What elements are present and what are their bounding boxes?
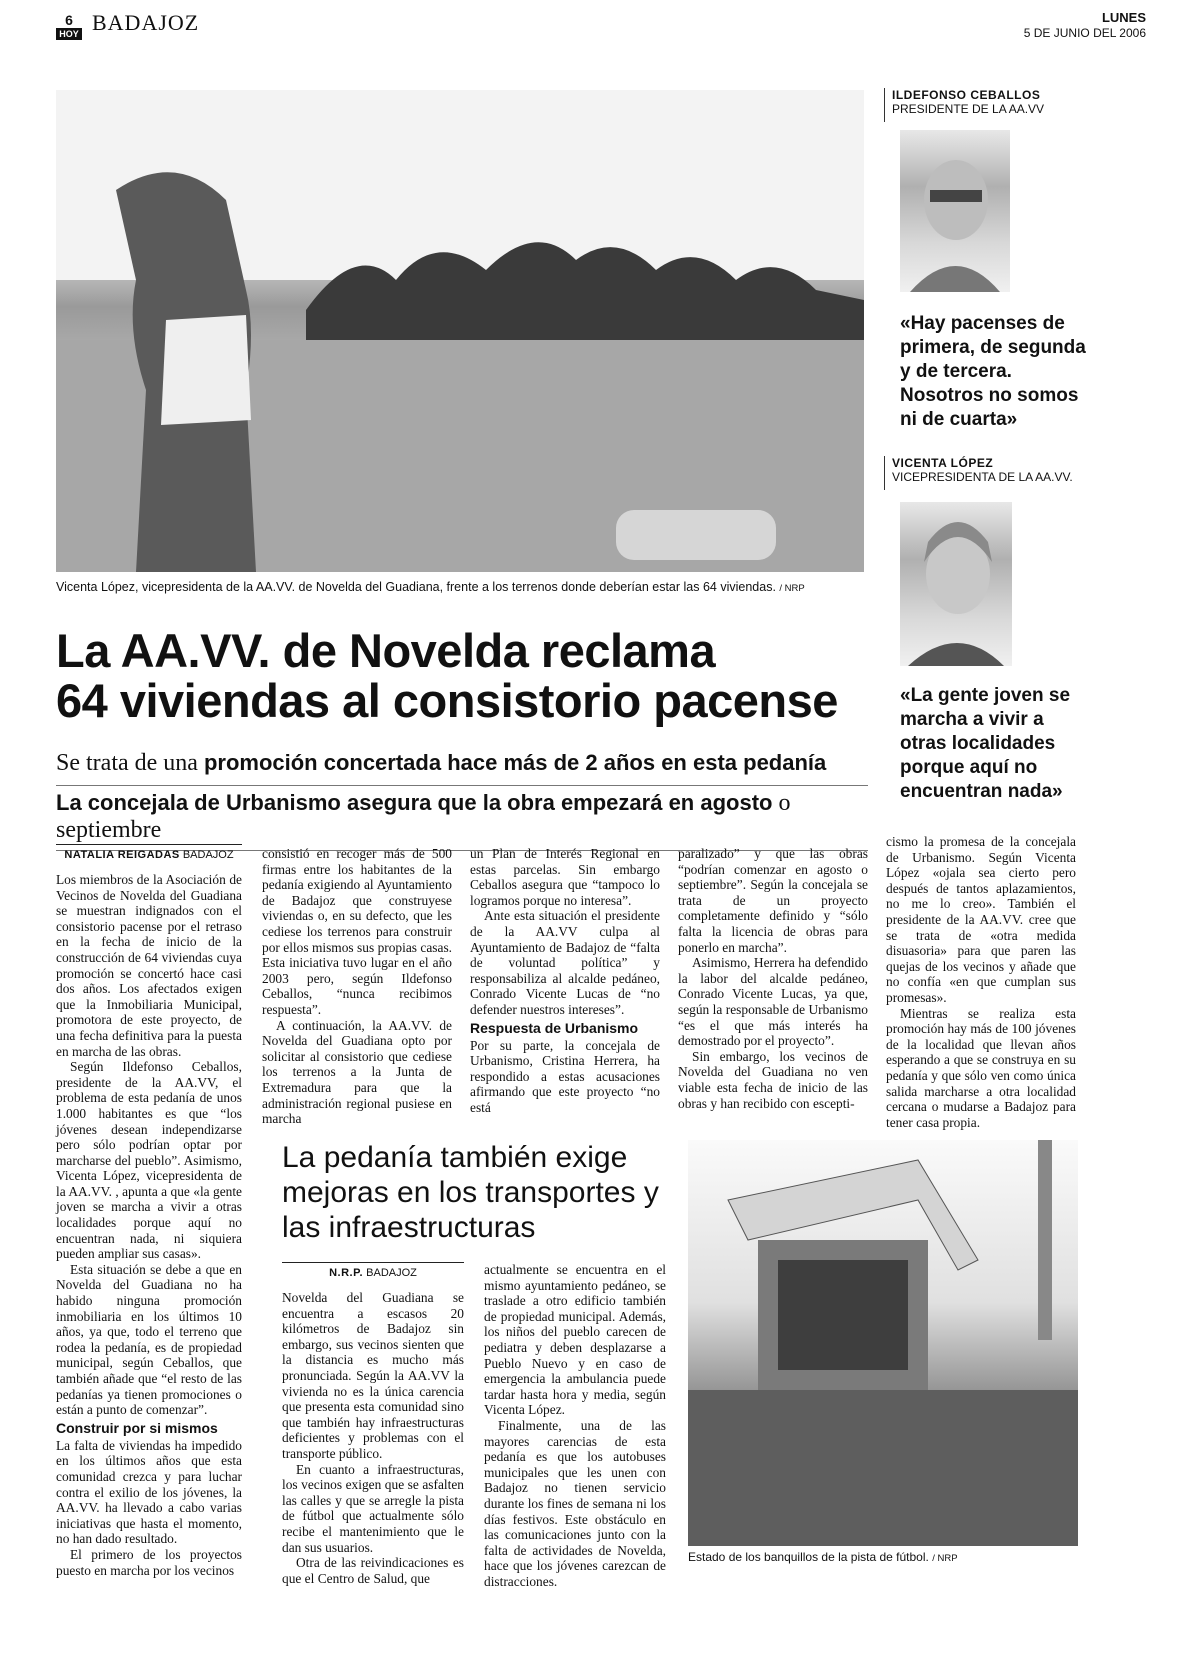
main-photo-caption-text: Vicenta López, vicepresidenta de la AA.VV. de Novelda del Guadiana, frente a los terrenos donde deberían estar las 64 viviendas. (56, 580, 776, 594)
col2-paragraph: A continuación, la AA.VV. de Novelda del Guadiana opto por solicitar al consistorio que cediese los terrenos a la Junta de Extremadura para que la administración regional pusiese en marcha (262, 1017, 452, 1127)
col1-paragraph: Esta situación se debe a que en Novelda del Guadiana no ha habido ninguna promoción inmobiliaria en los últimos 10 años, ya que, todo el terreno que rodea la pedanía, es de propiedad municipal, según Ceballos, que también añade que “el resto de las pedanías ya tienen promociones o están a punto de comenzar”. (56, 1261, 242, 1418)
secondary-column-2 (484, 1262, 666, 1589)
person-1-role: PRESIDENTE DE LA AA.VV (892, 102, 1045, 116)
secondary-col2-paragraph: actualmente se encuentra en el mismo ayuntamiento pedáneo, se traslade a otro edificio también de propiedad municipal. Además, los niños del pueblo carecen de pediatra y deben desplazarse a Pueblo Nuevo y en caso de emergencia la ambulancia puede tardar hasta hora y media, según Vicenta López. (484, 1262, 666, 1418)
secondary-headline: La pedanía también exige mejoras en los transportes y las infraestructuras (282, 1141, 659, 1244)
article-column-3 (470, 846, 660, 1116)
header-day: LUNES (1101, 10, 1146, 25)
headline-line-1: La AA.VV. de Novelda reclama (56, 624, 716, 677)
secondary-col1-paragraph: Novelda del Guadiana se encuentra a escasos 20 kilómetros de Badajoz sin embargo, sus vecinos sienten que la distancia es mucho más pronunciada. Según la AA.VV la vivienda no es la única carencia que presenta esta comunidad sino que también hay infraestructuras deficientes y problemas con el transporte público. (282, 1290, 464, 1461)
section-title: BADAJOZ (92, 10, 200, 35)
main-photo-credit: / NRP (779, 583, 805, 594)
col1-paragraph: La falta de viviendas ha impedido en los últimos años que esta comunidad crezca y para luchar contra el exilio de los jóvenes, la AA.VV. ha llevado a cabo varias iniciativas que hasta el momento, no han dado resultado. (56, 1437, 242, 1547)
subtitle-2-bold: La concejala de Urbanismo asegura que la obra empezará en agosto (56, 790, 773, 815)
sidebar-rule-2 (884, 456, 885, 490)
person-2-name: VICENTA LÓPEZ (892, 456, 994, 470)
secondary-photo-credit: / NRP (932, 1553, 958, 1564)
article-column-4 (678, 846, 868, 1111)
subtitle-2-plain: o septiembre (56, 790, 791, 843)
col5-paragraph: cismo la promesa de la concejala de Urbanismo. Según Vicenta López «ojala sea cierto pero después de tantos aplazamientos, no me lo creo». También el presidente de la AA.VV. cree que se trata de «otra medida disuasoria» para que paren las quejas de los vecinos y añade que no confía «en que cumplan sus promesas». (886, 834, 1076, 1005)
article-column-5 (886, 834, 1076, 1130)
secondary-photo (688, 1140, 1078, 1546)
col1-paragraph: El primero de los proyectos puesto en marcha por los vecinos (56, 1546, 242, 1578)
secondary-col2-paragraph: Finalmente, una de las mayores carencias de esta pedanía es que los autobuses municipales que les unen con Badajoz no tienen servicio durante los fines de semana ni los días festivos. Este obstáculo en las comunicaciones junto con la falta de actividades de Novelda, hace que los jóvenes carezcan de distracciones. (484, 1417, 666, 1589)
dugout-illustration (688, 1140, 1078, 1546)
col1-paragraph: Los miembros de la Asociación de Vecinos de Novelda del Guadiana se muestran indignados con el consistorio pacense por el retraso en la fecha de inicio de la construcción de 64 viviendas cuya promoción se concertó hace casi dos años. Los afectados exigen que la Inmobiliaria Municipal, promotora de este proyecto, de una fecha definitiva para la puesta en marcha de las obras. (56, 872, 242, 1059)
portrait-vicenta-lopez (900, 502, 1012, 666)
subtitle-1-bold: promoción concertada hace más de 2 años en esta pedanía (203, 750, 827, 775)
portrait-2-illustration (900, 502, 1012, 666)
article-column-1 (56, 872, 242, 1578)
secondary-byline (282, 1262, 464, 1279)
subtitle-1 (56, 750, 868, 786)
main-photo (56, 90, 864, 572)
secondary-photo-caption-text: Estado de los banquillos de la pista de fútbol. (688, 1550, 929, 1564)
person-2-role: VICEPRESIDENTA DE LA AA.VV. (892, 470, 1073, 484)
secondary-byline-place: BADAJOZ (366, 1267, 417, 1279)
article-byline (56, 844, 242, 861)
quote-2: «La gente joven se marcha a vivir a otras localidades porque aquí no encuentran nada» (900, 685, 1071, 802)
sidebar-rule-1 (884, 88, 885, 122)
secondary-col1-paragraph: En cuanto a infraestructuras, los vecinos exigen que se asfalten las calles y que se arregle la pista de fútbol que actualmente sólo recibe el mantenimiento que le dan sus usuarios. (282, 1461, 464, 1555)
sidebar-person-1 (892, 88, 1142, 116)
secondary-column-1 (282, 1290, 464, 1586)
header-date: 5 DE JUNIO DEL 2006 (1023, 26, 1146, 40)
quote-1: «Hay pacenses de primera, de segunda y de tercera. Nosotros no somos ni de cuarta» (900, 313, 1086, 430)
person-1-name: ILDEFONSO CEBALLOS (892, 88, 1041, 102)
col1-subheading: Construir por si mismos (56, 1419, 218, 1436)
article-byline-place: BADAJOZ (182, 849, 234, 861)
article-column-2 (262, 846, 452, 1127)
col4-paragraph: Asimismo, Herrera ha defendido la labor del alcalde pedáneo, Conrado Vicente Lucas, ya que, según la responsable de Urbanismo “es el que más interés ha demostrado por el proyecto”. (678, 955, 868, 1049)
secondary-col1-paragraph: Otra de las reivindicaciones es que el Centro de Salud, que (282, 1555, 464, 1586)
subtitle-1-plain: Se trata de una (56, 750, 204, 776)
paper-mark: HOY (56, 28, 82, 40)
col5-paragraph: Mientras se realiza esta promoción hay más de 100 jóvenes de la localidad que llevan años esperando a que se construya en su pedanía y que sólo ven como única salida marcharse a otra localidad cercana o mudarse a Badajoz para tener casa propia. (886, 1005, 1076, 1130)
article-byline-name: NATALIA REIGADAS (64, 849, 180, 861)
col2-paragraph: consistió en recoger más de 500 firmas entre los habitantes de la pedanía exigiendo al Ayuntamiento de Badajoz que construyese viviendas o, en su defecto, que les cediese los terrenos para construir por ellos mismos sus propias casas. Esta iniciativa tuvo lugar en el año 2003 pero, según Ildefonso Ceballos, “nunca recibimos respuesta”. (262, 846, 452, 1017)
col3-paragraph: Ante esta situación el presidente de la AA.VV culpa al Ayuntamiento de Badajoz de “falta de voluntad política” y responsabiliza al alcalde pedáneo, Conrado Vicente Lucas de “no defender nuestros intereses”. (470, 908, 660, 1017)
col3-paragraph: Por su parte, la concejala de Urbanismo, Cristina Herrera, ha respondido a estas acusaciones afirmando que este proyecto “no está (470, 1037, 660, 1115)
col3-subheading: Respuesta de Urbanismo (470, 1019, 639, 1036)
col1-paragraph: Según Ildefonso Ceballos, presidente de la AA.VV, el problema de esta pedanía de unos 1.000 habitantes es que “los jóvenes desean independizarse pero sólo podrían optar por marcharse del pueblo”. Asimismo, Vicenta López, vicepresidenta de la AA.VV. , apunta a que «la gente joven se marcha a vivir a otras localidades porque aquí no encuentran nada, ni siquiera pueden ampliar sus casas». (56, 1059, 242, 1262)
col4-paragraph: paralizado” y que las obras “podrían comenzar en agosto o septiembre”. Según la concejala se trata de un proyecto completamente definido y “sólo falta la licencia de obras para ponerlo en marcha”. (678, 846, 868, 955)
portrait-1-illustration (900, 130, 1010, 292)
col4-paragraph: Sin embargo, los vecinos de Novelda del Guadiana no ven viable esta fecha de inicio de las obras y han recibido con escepti- (678, 1048, 868, 1111)
sidebar-person-2 (892, 456, 1142, 484)
main-photo-caption (56, 580, 876, 594)
secondary-byline-name: N.R.P. (329, 1267, 364, 1279)
portrait-ildefonso-ceballos (900, 130, 1010, 292)
secondary-photo-caption (688, 1550, 1088, 1564)
landscape-illustration (56, 90, 864, 572)
headline-line-2: 64 viviendas al consistorio pacense (56, 674, 838, 727)
page-number-block (56, 12, 82, 42)
headline (56, 626, 876, 726)
page-number: 6 (65, 12, 73, 28)
subtitle-2 (56, 790, 868, 851)
col3-paragraph: un Plan de Interés Regional en estas parcelas. Sin embargo Ceballos asegura que “tampoco lo logramos porque no interesa”. (470, 846, 660, 908)
